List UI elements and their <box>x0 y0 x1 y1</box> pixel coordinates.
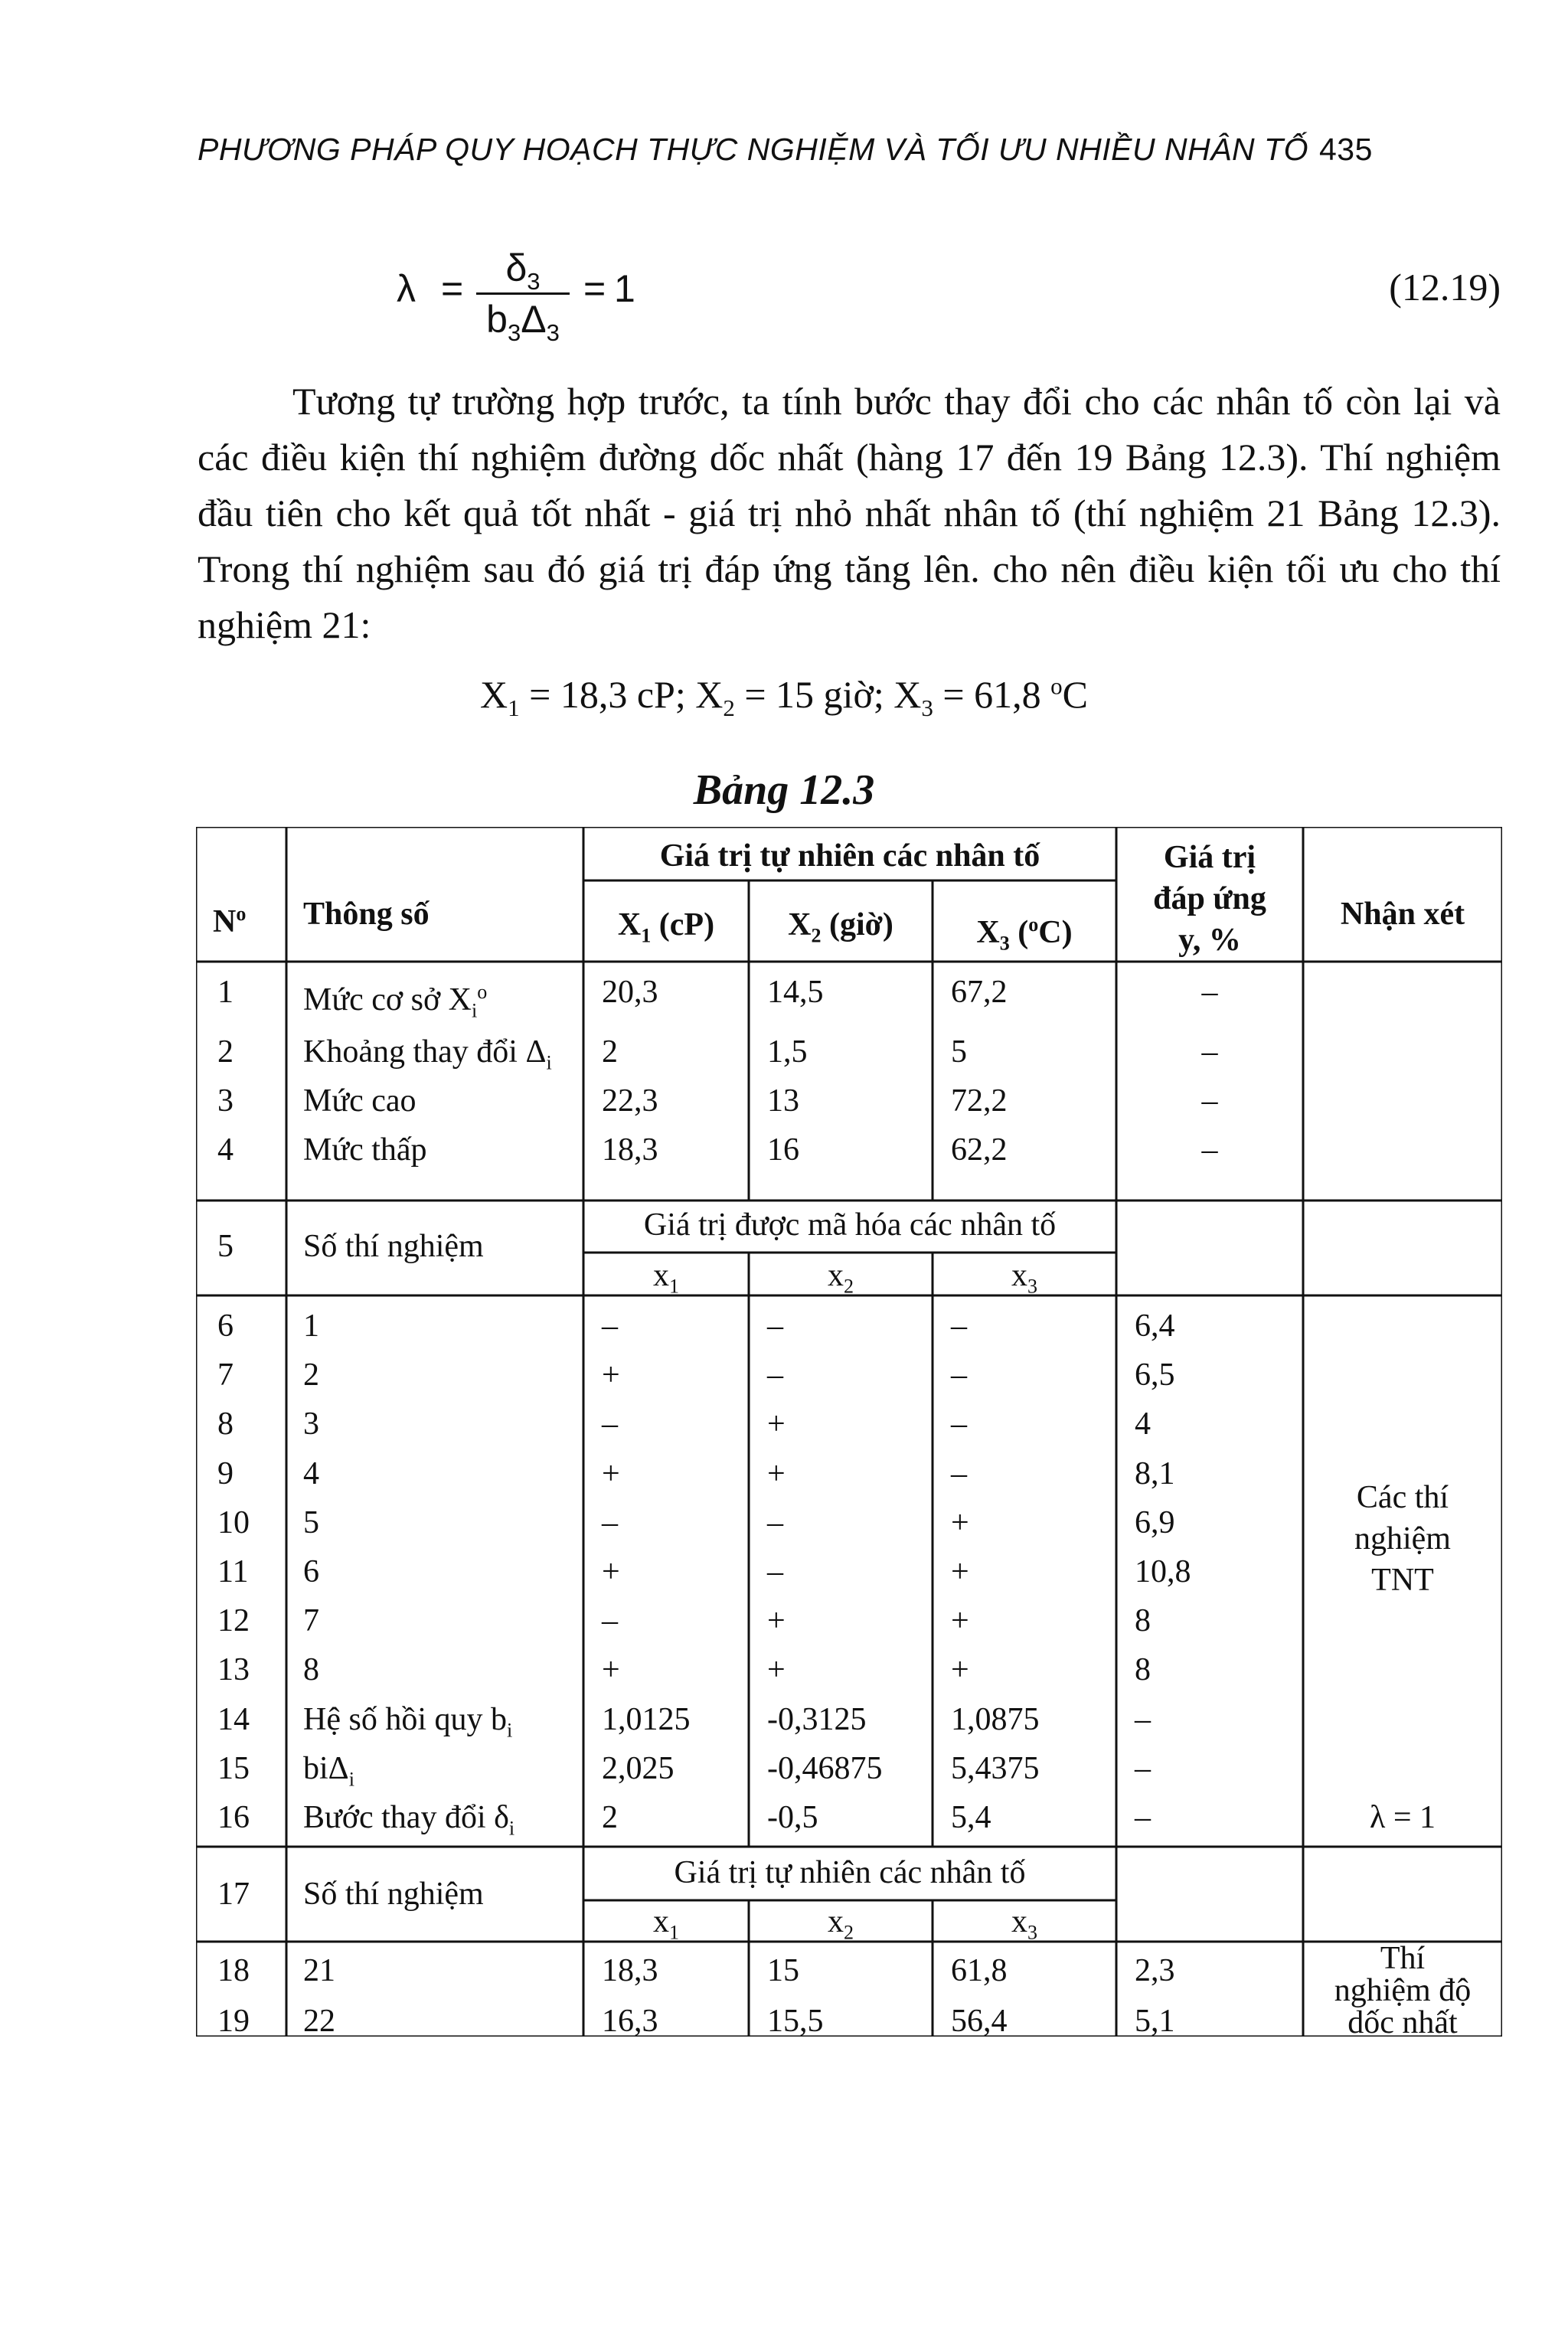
row-x3: + <box>951 1554 969 1589</box>
row-x2: -0,3125 <box>767 1701 867 1737</box>
row-x1: – <box>602 1308 618 1344</box>
optimal-conditions: $X_1 = 18,3$ cP; $X_2 = 15$ giờ; $X_3 = 61,8$ $^o$C <box>480 672 1088 721</box>
row-param: Số thí nghiệm <box>303 1229 484 1264</box>
row-y: 4 <box>1135 1406 1151 1442</box>
header-response: đáp ứng <box>1153 881 1266 916</box>
formula-rhs: 1 <box>614 267 635 310</box>
row-x2: – <box>767 1504 783 1540</box>
row-x2: -0,46875 <box>767 1750 883 1786</box>
row-x1: + <box>602 1652 620 1688</box>
row-param: Mức cao <box>303 1083 416 1119</box>
row-x3: – <box>951 1357 967 1393</box>
row-x3: + <box>951 1504 969 1540</box>
row-param: 21 <box>303 1953 335 1988</box>
remark-steep: dốc nhất <box>1348 2005 1458 2040</box>
row-x3: 56,4 <box>951 2004 1008 2039</box>
row-y: 10,8 <box>1135 1554 1191 1589</box>
remark-design: nghiệm <box>1354 1521 1451 1557</box>
natural-group-header: Giá trị tự nhiên các nhân tố <box>674 1855 1026 1890</box>
row-x2: 16 <box>767 1132 799 1168</box>
formula-numerator: $\delta_3$ <box>505 247 541 295</box>
row-x1: 2 <box>602 1800 618 1835</box>
natural-x3: $x_3$ <box>1011 1904 1037 1944</box>
row-x3: 5 <box>951 1034 967 1070</box>
row-no: 5 <box>217 1229 234 1264</box>
natural-x1: $x_1$ <box>652 1904 679 1944</box>
row-param: 3 <box>303 1406 319 1442</box>
row-no: 19 <box>217 2004 250 2039</box>
row-no: 6 <box>217 1308 234 1344</box>
row-no: 3 <box>217 1083 234 1119</box>
header-param: Thông số <box>303 897 430 932</box>
row-y: 5,1 <box>1135 2004 1175 2039</box>
row-x2: + <box>767 1603 786 1639</box>
row-x1: 20,3 <box>602 975 658 1010</box>
row-x2: + <box>767 1406 786 1442</box>
row-no: 12 <box>217 1603 250 1639</box>
row-y: 8,1 <box>1135 1455 1175 1491</box>
row-param: 1 <box>303 1308 319 1344</box>
natural-x2: $x_2$ <box>827 1904 854 1944</box>
page-number: 435 <box>1319 132 1373 167</box>
row-no: 14 <box>217 1701 250 1737</box>
remark-steep: Thí <box>1380 1941 1426 1976</box>
running-header <box>198 132 1499 168</box>
row-y: – <box>1201 1083 1218 1119</box>
row-x2: – <box>767 1554 783 1589</box>
row-y: – <box>1135 1800 1151 1835</box>
row-x1: + <box>602 1554 620 1589</box>
remark-design: Các thí <box>1356 1480 1449 1515</box>
row-x1: – <box>602 1504 618 1540</box>
row-y: – <box>1201 1034 1218 1070</box>
remark-design: TNT <box>1371 1563 1434 1598</box>
row-no: 9 <box>217 1455 234 1491</box>
header-natural-group: Giá trị tự nhiên các nhân tố <box>659 838 1040 874</box>
row-x2: + <box>767 1455 786 1491</box>
row-x2: – <box>767 1357 783 1393</box>
row-param: Khoảng thay đổi $\Delta_i$ <box>303 1034 552 1074</box>
row-x2: – <box>767 1308 783 1344</box>
row-param: Bước thay đổi $\delta_i$ <box>303 1800 515 1840</box>
row-param: 4 <box>303 1455 319 1491</box>
row-x2: 13 <box>767 1083 799 1119</box>
row-param: 7 <box>303 1603 319 1639</box>
row-x2: 1,5 <box>767 1034 808 1070</box>
header-x3: $X_3$ ($^o$C) <box>976 913 1073 955</box>
row-no: 2 <box>217 1034 234 1070</box>
row-x1: 18,3 <box>602 1132 658 1168</box>
row-y: 2,3 <box>1135 1953 1175 1988</box>
row-param: 5 <box>303 1504 319 1540</box>
row-x1: 16,3 <box>602 2004 658 2039</box>
row-param: Mức cơ sở $X_i^o$ <box>303 981 488 1022</box>
row-x3: + <box>951 1652 969 1688</box>
row-x1: – <box>602 1603 618 1639</box>
row-no: 4 <box>217 1132 234 1168</box>
header-title: PHƯƠNG PHÁP QUY HOẠCH THỰC NGHIỆM VÀ TỐI ƯU NHIỀU NHÂN TỐ <box>198 132 1308 167</box>
row-x2: 14,5 <box>767 975 824 1010</box>
row-param: Hệ số hồi quy $b_i$ <box>303 1701 513 1741</box>
header-response: Giá trị <box>1163 840 1256 875</box>
row-y: 6,9 <box>1135 1504 1175 1540</box>
row-x3: 1,0875 <box>951 1701 1040 1737</box>
row-y: 8 <box>1135 1603 1151 1639</box>
row-y: – <box>1201 1132 1218 1168</box>
row-x2: 15 <box>767 1953 799 1988</box>
row-no: 10 <box>217 1504 250 1540</box>
row-y: – <box>1135 1750 1151 1786</box>
row-no: 13 <box>217 1652 250 1688</box>
row-x3: 62,2 <box>951 1132 1008 1168</box>
row-no: 15 <box>217 1750 250 1786</box>
row-x3: – <box>951 1308 967 1344</box>
header-no: $N^o$ <box>213 903 247 939</box>
header-remark: Nhận xét <box>1340 897 1465 932</box>
row-no: 17 <box>217 1877 250 1912</box>
row-y: 6,4 <box>1135 1308 1175 1344</box>
formula-denominator: $b_3\Delta_3$ <box>486 298 560 346</box>
coded-x3: $x_3$ <box>1011 1258 1037 1298</box>
row-x3: 5,4 <box>951 1800 991 1835</box>
row-x1: 2,025 <box>602 1750 675 1786</box>
row-x3: – <box>951 1455 967 1491</box>
row-no: 11 <box>217 1554 249 1589</box>
coded-x2: $x_2$ <box>827 1258 854 1298</box>
formula-equals: = <box>441 267 464 310</box>
formula-fraction <box>473 243 573 344</box>
row-no: 16 <box>217 1800 250 1835</box>
row-x3: 61,8 <box>951 1953 1008 1988</box>
row-x1: 18,3 <box>602 1953 658 1988</box>
row-param: 8 <box>303 1652 319 1688</box>
row-x2: 15,5 <box>767 2004 824 2039</box>
coded-x1: $x_1$ <box>652 1258 679 1298</box>
header-response: y, % <box>1178 923 1241 958</box>
row-param: biΔ$_i$ <box>303 1750 354 1791</box>
row-param: 2 <box>303 1357 319 1393</box>
row-x3: 67,2 <box>951 975 1008 1010</box>
row-x3: 5,4375 <box>951 1750 1040 1786</box>
row-y: – <box>1201 975 1218 1010</box>
row-x2: + <box>767 1652 786 1688</box>
row-param: 6 <box>303 1554 319 1589</box>
formula-equals-2: = <box>583 267 606 310</box>
row-param: 22 <box>303 2004 335 2039</box>
row-x2: -0,5 <box>767 1800 818 1835</box>
row-x1: – <box>602 1406 618 1442</box>
table-caption: Bảng 12.3 <box>693 766 875 814</box>
row-no: 18 <box>217 1953 250 1988</box>
row-param: Số thí nghiệm <box>303 1877 484 1912</box>
coded-group-header: Giá trị được mã hóa các nhân tố <box>643 1207 1057 1243</box>
remark-lambda: λ = 1 <box>1369 1800 1436 1835</box>
row-x1: + <box>602 1357 620 1393</box>
body-paragraph: Tương tự trường hợp trước, ta tính bước thay đổi cho các nhân tố còn lại và các điều kiện thí nghiệm đường dốc nhất (hàng 17 đến 19 Bảng 12.3). Thí nghiệm đầu tiên cho kết quả tốt nhất - giá trị nhỏ nhất nhân tố (thí nghiệm 21 Bảng 12.3). Trong thí nghiệm sau đó giá trị đáp ứng tăng lên. cho nên điều kiện tối ưu cho thí nghiệm 21: <box>198 380 1501 646</box>
row-no: 8 <box>217 1406 234 1442</box>
equation-number: (12.19) <box>1389 266 1501 309</box>
formula-lambda: λ <box>397 267 416 310</box>
row-x1: + <box>602 1455 620 1491</box>
row-y: 6,5 <box>1135 1357 1175 1393</box>
row-x1: 22,3 <box>602 1083 658 1119</box>
row-y: 8 <box>1135 1652 1151 1688</box>
row-param: Mức thấp <box>303 1132 427 1168</box>
header-x1: $X_1$ (cP) <box>617 907 715 947</box>
row-no: 1 <box>217 975 234 1010</box>
remark-steep: nghiệm độ <box>1334 1973 1472 2008</box>
row-x1: 2 <box>602 1034 618 1070</box>
row-x3: – <box>951 1406 967 1442</box>
row-x1: 1,0125 <box>602 1701 691 1737</box>
row-x3: + <box>951 1603 969 1639</box>
header-x2: $X_2$ (giờ) <box>788 907 893 947</box>
data-table <box>196 827 1502 2040</box>
row-x3: 72,2 <box>951 1083 1008 1119</box>
row-no: 7 <box>217 1357 234 1393</box>
row-y: – <box>1135 1701 1151 1737</box>
